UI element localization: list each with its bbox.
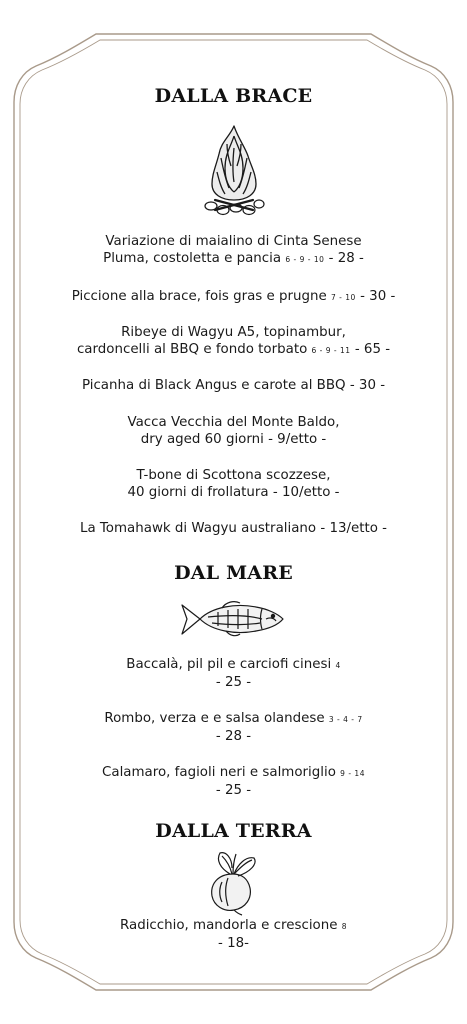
menu-item-name: Rombo, verza e e salsa olandese: [104, 711, 325, 726]
allergen-codes: 7 - 10: [331, 293, 356, 302]
campfire-icon: [203, 122, 265, 216]
menu-item: [20, 710, 447, 745]
menu-item-price: - 25 -: [215, 783, 252, 798]
menu-item: [20, 288, 447, 306]
allergen-codes: 8: [341, 922, 348, 931]
menu-item-price: - 18-: [218, 936, 249, 951]
menu-item-name: Variazione di maialino di Cinta Senese: [105, 234, 362, 249]
menu-item: [20, 414, 447, 448]
allergen-codes: 9 - 14: [340, 769, 365, 778]
menu-item: [20, 656, 447, 691]
menu-item-detail: dry aged 60 giorni - 9/etto -: [140, 432, 327, 447]
menu-item: [20, 764, 447, 799]
menu-item-detail: 40 giorni di frollatura - 10/etto -: [127, 485, 340, 500]
allergen-codes: 4: [335, 661, 341, 670]
allergen-codes: 3 - 4 - 7: [328, 715, 363, 724]
menu-item: [20, 324, 447, 359]
menu-item-price: - 28 -: [215, 729, 252, 744]
menu-item: [20, 520, 447, 537]
menu-item-price: - 25 -: [215, 675, 252, 690]
menu-item-price: - 65 -: [350, 342, 391, 357]
menu-item-name: Pluma, costoletta e pancia: [103, 251, 282, 266]
section-title-mare: DAL MARE: [174, 562, 293, 584]
menu-item-name: Radicchio, mandorla e crescione: [119, 918, 338, 933]
menu-item-name: Calamaro, fagioli neri e salmoriglio: [102, 765, 336, 780]
menu-item: [20, 233, 447, 268]
menu-item-name: Picanha di Black Angus e carote al BBQ - 30 -: [81, 378, 386, 393]
section-title-terra: DALLA TERRA: [155, 820, 312, 842]
menu-item-name: Baccalà, pil pil e carciofi cinesi: [126, 657, 332, 672]
allergen-codes: 6 - 9 - 10: [285, 255, 325, 264]
section-title-brace: DALLA BRACE: [154, 85, 313, 107]
menu-item-price: - 30 -: [355, 289, 396, 304]
menu-item: [20, 917, 447, 952]
menu-item-name: Piccione alla brace, fois gras e prugne: [71, 289, 327, 304]
menu-item-name: Vacca Vecchia del Monte Baldo,: [127, 415, 340, 430]
menu-item-name: T-bone di Scottona scozzese,: [136, 468, 331, 483]
menu-item-name: La Tomahawk di Wagyu australiano - 13/etto -: [79, 521, 388, 536]
menu-item: [20, 377, 447, 394]
allergen-codes: 6 - 9 - 11: [311, 346, 351, 355]
fish-icon: [178, 597, 286, 641]
menu-item-price: - 28 -: [324, 251, 364, 266]
menu-item-name: Ribeye di Wagyu A5, topinambur,: [121, 325, 346, 340]
menu-item: [20, 467, 447, 501]
menu-item-name: cardoncelli al BBQ e fondo torbato: [76, 342, 308, 357]
radish-icon: [204, 850, 262, 916]
